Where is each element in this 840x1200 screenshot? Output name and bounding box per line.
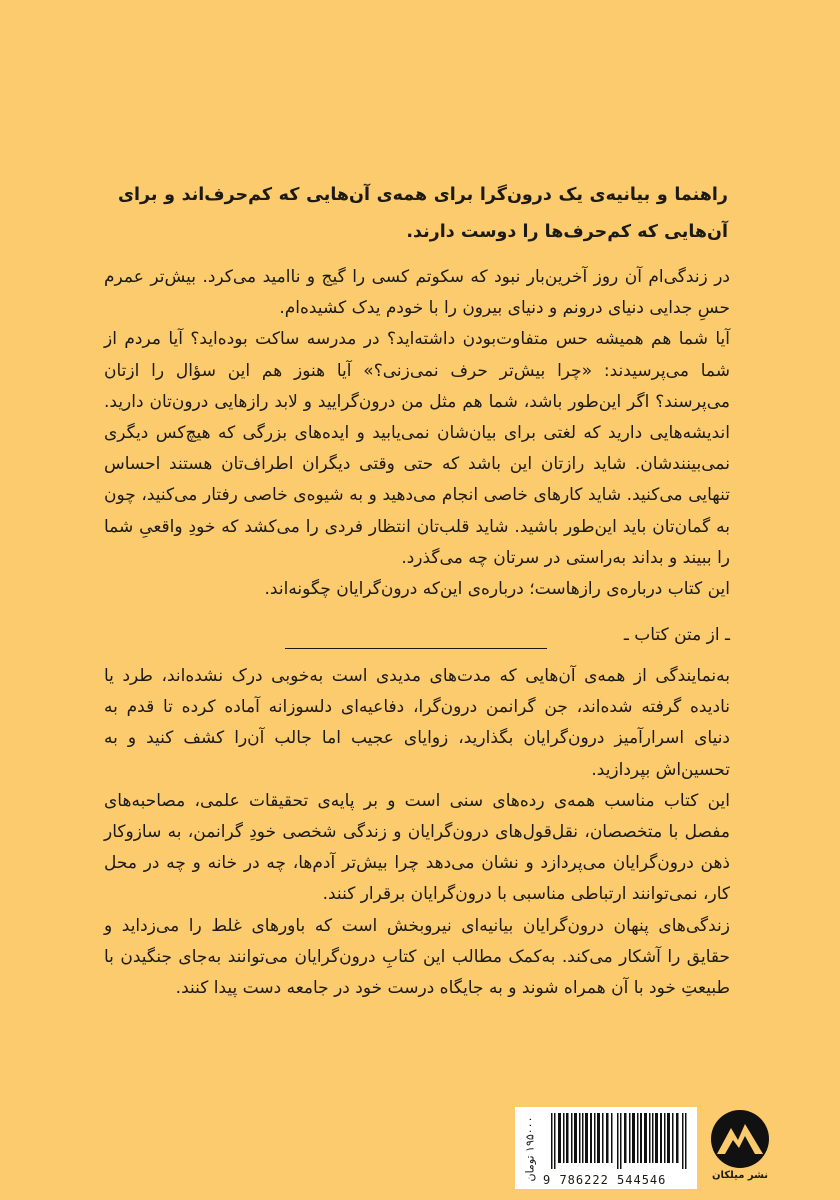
book-description: [104, 661, 730, 1004]
description-paragraph: این کتاب مناسب همه‌ی رده‌های سنی است و بر پایه‌ی تحقیقات علمی، مصاحبه‌های مفصل با متخصصان، نقل‌قول‌های درون‌گرایان و زندگی شخصی خودِ گرانمن، به سازوکار ذهن درون‌گرایان می‌پردازد و نشان می‌دهد چرا بیش‌تر آدم‌ها، چه در خانه و چه در محل کار، نمی‌توانند ارتباطی مناسبی با درون‌گرایان برقرار کنند.: [104, 790, 730, 905]
barcode-bars: [551, 1113, 689, 1169]
excerpt-paragraph: در زندگی‌ام آن روز آخرین‌بار نبود که سکوتم کسی را گیج و ناامید می‌کرد. بیش‌تر عمرم حسِ جدایی دنیای درونم و دنیای بیرون را با خودم یدک کشیده‌ام.: [104, 267, 730, 319]
description-paragraph: به‌نمایندگی از همه‌ی آن‌هایی که مدت‌های مدیدی است به‌خوبی درک نشده‌اند، طرد یا نادیده گرفته شده‌اند، جن گرانمن درون‌گرا، دفاعیه‌ای دلسوزانه آماده کرده تا قدم به دنیای اسرارآمیز درون‌گرایان بگذارید، زوایای عجیب اما جالب آن‌را کشف کنید و به تحسین‌اش بپردازید.: [104, 666, 730, 780]
section-divider: [285, 648, 547, 649]
excerpt-paragraph: آیا شما هم همیشه حس متفاوت‌بودن داشته‌اید؟ در مدرسه ساکت بوده‌اید؟ آیا مردم از شما می‌پرسیدند: «چرا بیش‌تر حرف نمی‌زنی؟» آیا هنوز هم این سؤال را ازتان می‌پرسند؟ اگر این‌طور باشد، شما هم مثل من درون‌گرایید و لابد رازهایی درون‌تان دارید. اندیشه‌هایی دارید که لغتی برای بیان‌شان نمی‌یابید و ایده‌های بزرگی که هیچ‌کس دیگری نمی‌بینندشان. شاید رازتان این باشد که حتی وقتی دیگران اطراف‌تان هستند احساس تنهایی می‌کنید. شاید کارهای خاصی انجام می‌دهید و به شیوه‌ی خاصی رفتار می‌کنید، چون به گمان‌تان باید این‌طور باشید. شاید قلب‌تان انتظار فردی را می‌کشد که خودِ واقعیِ شما را ببیند و بداند به‌راستی در سرتان چه می‌گذرد.: [104, 329, 730, 568]
price-label: [517, 1111, 543, 1187]
mountains-icon: [705, 1108, 775, 1170]
book-tagline: راهنما و بیانیه‌ی یک درون‌گرا برای همه‌ی آن‌هایی که کم‌حرف‌اند و برای آن‌هایی که کم‌حرف‌ها را دوست دارند.: [118, 185, 728, 242]
publisher-name: نشر میلکان: [711, 1170, 769, 1181]
excerpt-paragraph: این کتاب درباره‌ی رازهاست؛ درباره‌ی این‌که درون‌گرایان چگونه‌اند.: [264, 579, 730, 600]
isbn-barcode: [515, 1107, 697, 1189]
price-text: ۱۹۵۰۰۰ تومان: [523, 1116, 537, 1182]
book-excerpt: [104, 262, 730, 605]
excerpt-source: ـ از متن کتاب ـ: [623, 625, 730, 645]
publisher-logo: [705, 1108, 775, 1192]
description-paragraph: زندگی‌های پنهان درون‌گرایان بیانیه‌ای نیروبخش است که باورهای غلط را می‌زداید و حقایق را آشکار می‌کند. به‌کمک مطالب این کتابِ درون‌گرایان می‌توانند به‌جای جنگیدن با طبیعتِ خود با آن همراه شوند و به جایگاه درست خود در جامعه دست پیدا کنند.: [104, 915, 730, 999]
isbn-number: 9 786222 544546: [543, 1173, 667, 1187]
